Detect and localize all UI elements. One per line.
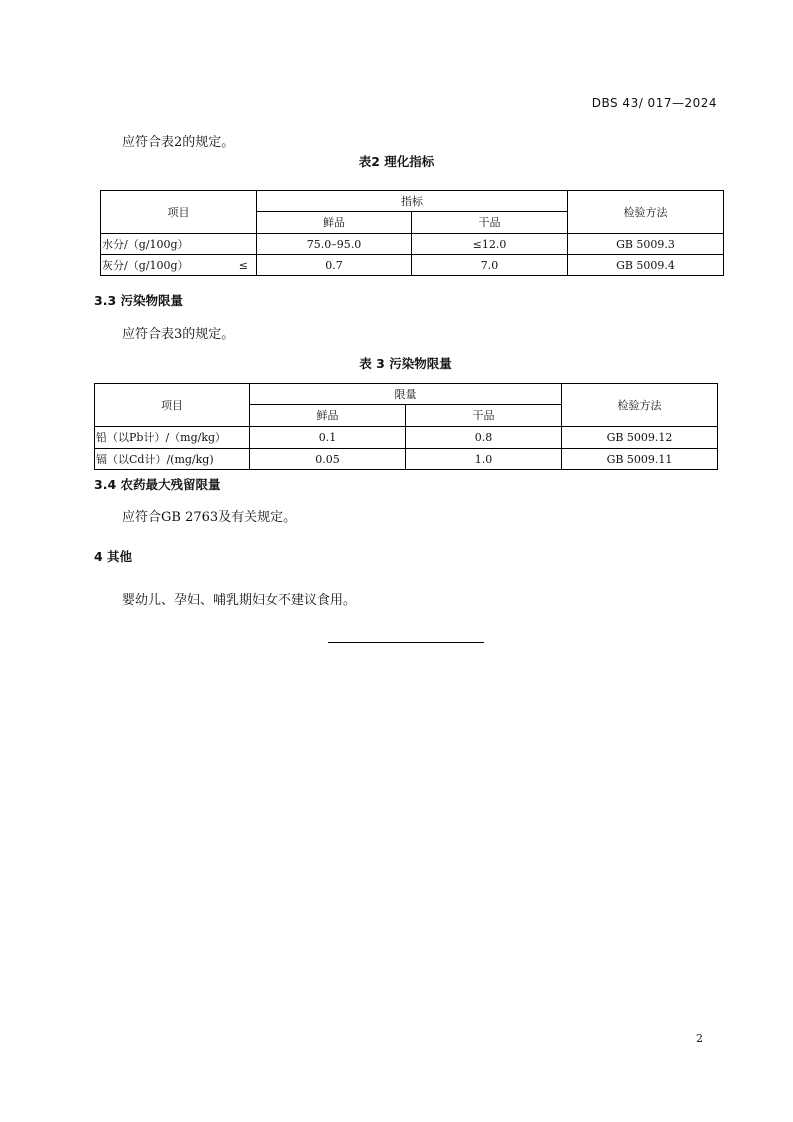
table3-row-item: 铅（以Pb计）/（mg/kg）: [95, 427, 250, 449]
section-3-4-text: 应符合GB 2763及有关规定。: [122, 510, 297, 525]
table3-header-row: [95, 384, 718, 405]
table2-row-item-label: 灰分/（g/100g）: [102, 258, 189, 272]
section-4-heading: 4 其他: [94, 549, 133, 564]
table3-contaminants: [94, 383, 718, 470]
table-row: [101, 234, 724, 255]
table3-row-item: 镉（以Cd计）/(mg/kg): [95, 449, 250, 470]
end-rule: [328, 642, 484, 643]
page-number: 2: [696, 1032, 703, 1045]
table2-row-item: [101, 234, 257, 255]
table3-header-item: 项目: [95, 384, 250, 427]
section-3-3-heading: 3.3 污染物限量: [94, 293, 183, 308]
table2-row-fresh: 0.7: [257, 255, 412, 276]
table3-caption: 表 3 污染物限量: [359, 356, 452, 371]
table3-row-fresh: 0.05: [250, 449, 406, 470]
table2-header-row: [101, 191, 724, 212]
table2-header-item: 项目: [101, 191, 257, 234]
section-3-2-text: 应符合表2的规定。: [122, 135, 235, 150]
section-4-text: 婴幼儿、孕妇、哺乳期妇女不建议食用。: [122, 593, 357, 608]
table-row: [95, 427, 718, 449]
table2-row-item-op: ≤: [238, 258, 248, 272]
standard-code: DBS 43/ 017—2024: [591, 96, 717, 110]
table2-physicochemical: [100, 190, 724, 276]
table2-header-fresh: 鲜品: [257, 212, 412, 234]
table2-row-dry: 7.0: [412, 255, 568, 276]
table3-row-method: GB 5009.11: [562, 449, 718, 470]
table2-row-method: GB 5009.4: [568, 255, 724, 276]
table2-row-item: [101, 255, 257, 276]
table2-row-dry: ≤12.0: [412, 234, 568, 255]
table2-header-dry: 干品: [412, 212, 568, 234]
table-row: [95, 449, 718, 470]
table3-header-limit: 限量: [250, 384, 562, 405]
section-3-3-text: 应符合表3的规定。: [122, 327, 235, 342]
section-3-4-heading: 3.4 农药最大残留限量: [94, 477, 221, 492]
table2-header-indicator: 指标: [257, 191, 568, 212]
table2-caption: 表2 理化指标: [358, 154, 435, 169]
table3-header-method: 检验方法: [562, 384, 718, 427]
table2-row-item-label: 水分/（g/100g）: [102, 237, 189, 251]
table2-header-method: 检验方法: [568, 191, 724, 234]
table3-row-dry: 0.8: [406, 427, 562, 449]
table3-row-dry: 1.0: [406, 449, 562, 470]
table-row: [101, 255, 724, 276]
table3-row-fresh: 0.1: [250, 427, 406, 449]
table2-row-method: GB 5009.3: [568, 234, 724, 255]
table3-row-method: GB 5009.12: [562, 427, 718, 449]
table3-header-dry: 干品: [406, 405, 562, 427]
table3-header-fresh: 鲜品: [250, 405, 406, 427]
table2-row-fresh: 75.0–95.0: [257, 234, 412, 255]
